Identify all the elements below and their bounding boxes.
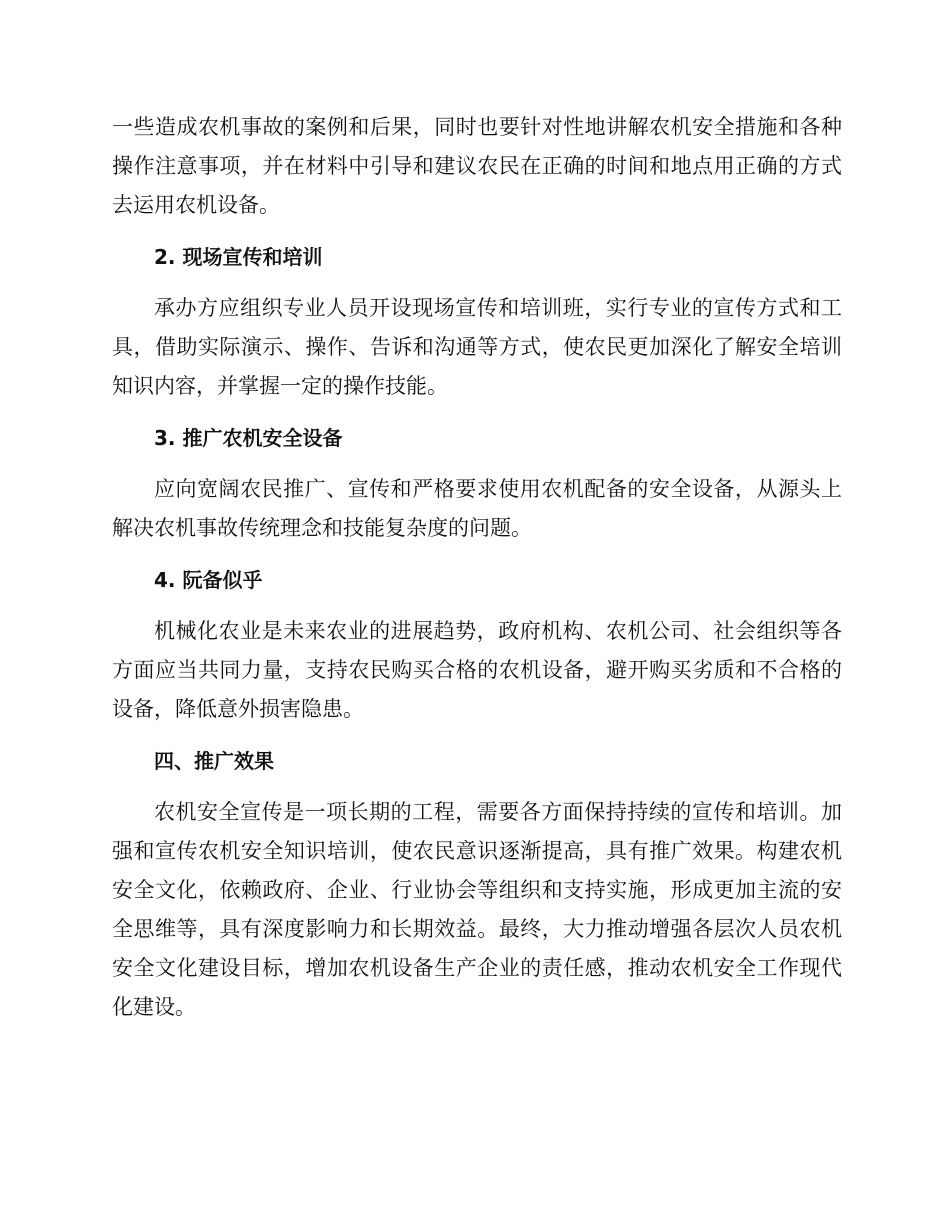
paragraph-promotion-effect: 农机安全宣传是一项长期的工程，需要各方面保持持续的宣传和培训。加强和宣传农机安全知识培训，使农民意识逐渐提高，具有推广效果。构建农机安全文化，依赖政府、企业、行业协会等组织和支持实施，形成更加主流的安全思维等，具有深度影响力和长期效益。最终，大力推动增强各层次人员农机安全文化建设目标，增加农机设备生产企业的责任感，推动农机安全工作现代化建设。: [112, 800, 842, 1019]
section-heading-promotion-effect: 四、推广效果: [154, 749, 274, 773]
section-heading-safety-equipment: 3. 推广农机安全设备: [154, 426, 343, 450]
section-heading-onsite-training: 2. 现场宣传和培训: [154, 245, 323, 269]
paragraph-mechanization: 机械化农业是未来农业的进展趋势，政府机构、农机公司、社会组织等各方面应当共同力量，支持农民购买合格的农机设备，避开购买劣质和不合格的设备，降低意外损害隐患。: [112, 619, 842, 721]
paragraph-continuation: 一些造成农机事故的案例和后果，同时也要针对性地讲解农机安全措施和各种操作注意事项，并在材料中引导和建议农民在正确的时间和地点用正确的方式去运用农机设备。: [112, 115, 842, 217]
paragraph-safety-equipment: 应向宽阔农民推广、宣传和严格要求使用农机配备的安全设备，从源头上解决农机事故传统理念和技能复杂度的问题。: [112, 477, 842, 540]
document-body: [112, 108, 842, 1027]
paragraph-onsite-training: 承办方应组织专业人员开设现场宣传和培训班，实行专业的宣传方式和工具，借助实际演示、操作、告诉和沟通等方式，使农民更加深化了解安全培训知识内容，并掌握一定的操作技能。: [112, 296, 842, 398]
section-heading-4: 4. 阮备似乎: [154, 568, 263, 592]
